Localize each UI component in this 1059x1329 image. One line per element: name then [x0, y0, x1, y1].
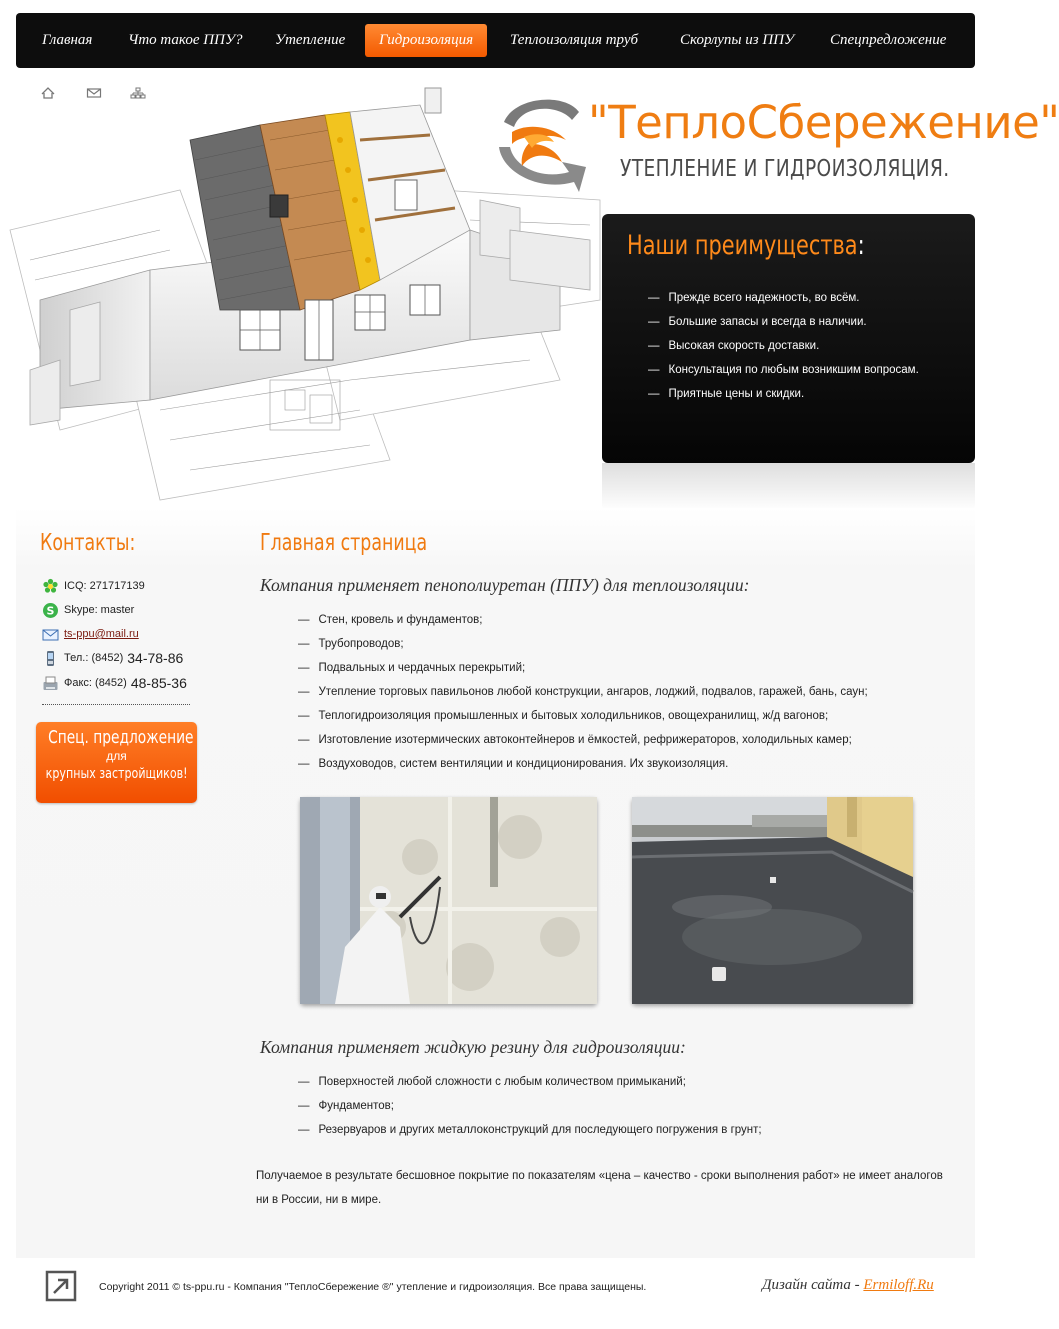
advantages-reflection [602, 463, 975, 511]
fax-icon [42, 675, 59, 692]
section1-list [298, 612, 868, 780]
email-link[interactable]: ts-ppu@mail.ru [64, 628, 139, 640]
footer-arrow-icon [45, 1270, 77, 1302]
contacts-title: Контакты: [40, 530, 136, 556]
list-item: — Резервуаров и других металлоконструкций для последующего погружения в грунт; [298, 1122, 762, 1146]
main-nav [16, 13, 975, 68]
nav-item-pipe-insulation[interactable]: Теплоизоляция труб [510, 32, 639, 48]
icq-flower-icon [42, 578, 59, 595]
promo-line-1: Спец. предложение [48, 727, 194, 748]
nav-item-home[interactable]: Главная [42, 32, 93, 48]
contact-icq: ICQ: 271717139 [42, 577, 145, 595]
list-item: — Изготовление изотермических автоконтейнеров и ёмкостей, рефрижераторов, холодильных камер; [298, 732, 868, 756]
nav-item-special-offer[interactable]: Спецпредложение [830, 32, 947, 48]
contact-phone: Тел.: (8452) 34-78-86 [42, 649, 183, 667]
advantage-item: — Консультация по любым возникшим вопросам. [648, 362, 919, 386]
list-item: — Поверхностей любой сложности с любым количеством примыканий; [298, 1074, 762, 1098]
designer-link[interactable]: Ermiloff.Ru [863, 1277, 934, 1293]
advantages-title: Наши преимущества: [627, 230, 865, 261]
skype-icon [42, 602, 59, 619]
list-item: — Воздуховодов, систем вентиляции и кондиционирования. Их звукоизоляция. [298, 756, 868, 780]
advantage-item: — Приятные цены и скидки. [648, 386, 919, 410]
sidebar-divider [42, 704, 190, 705]
list-item: — Утепление торговых павильонов любой конструкции, ангаров, лоджий, подвалов, гаражей, бань, саун; [298, 684, 868, 708]
contact-fax: Факс: (8452) 48-85-36 [42, 674, 187, 692]
list-item: — Теплогидроизоляция промышленных и бытовых холодильников, овощехранилищ, ж/д вагонов; [298, 708, 868, 732]
contact-skype: S Skype: master [42, 601, 134, 619]
svg-text:S: S [46, 604, 55, 617]
contact-email [42, 625, 139, 643]
advantage-item: — Большие запасы и всегда в наличии. [648, 314, 919, 338]
promo-line-2: для [106, 749, 127, 763]
nav-item-insulation[interactable]: Утепление [275, 32, 346, 48]
envelope-icon [42, 626, 59, 643]
page-title: Главная страница [260, 530, 428, 556]
photo-foam-spraying [300, 797, 597, 1004]
nav-item-ppu-shells[interactable]: Скорлупы из ППУ [680, 32, 795, 48]
photo-waterproofed-roof [632, 797, 913, 1004]
list-item: — Подвальных и чердачных перекрытий; [298, 660, 868, 684]
company-logo [494, 92, 594, 194]
special-offer-banner[interactable] [36, 722, 197, 803]
section1-heading: Компания применяет пенополиуретан (ППУ) для теплоизоляции: [260, 575, 750, 595]
footer-design-credit: Дизайн сайта - Ermiloff.Ru [762, 1277, 934, 1293]
nav-item-what-is-ppu[interactable]: Что такое ППУ? [128, 32, 243, 48]
list-item: — Трубопроводов; [298, 636, 868, 660]
advantages-list [648, 290, 919, 410]
footer-copyright: Copyright 2011 © ts-ppu.ru - Компания "ТеплоСбережение ®" утепление и гидроизоляция. Все права защищены. [99, 1281, 647, 1293]
brand-name: "ТеплоСбережение" [588, 96, 1059, 149]
promo-line-3: крупных застройщиков! [45, 766, 188, 782]
mobile-phone-icon [42, 650, 59, 667]
summary-paragraph: Получаемое в результате бесшовное покрытие по показателям «цена – качество - сроки выполнения работ» не имеет аналогов ни в России, ни в мире. [256, 1170, 943, 1206]
list-item: — Стен, кровель и фундаментов; [298, 612, 868, 636]
advantage-item: — Высокая скорость доставки. [648, 338, 919, 362]
advantage-item: — Прежде всего надежность, во всём. [648, 290, 919, 314]
nav-item-waterproofing[interactable]: Гидроизоляция [365, 24, 487, 57]
section2-heading: Компания применяет жидкую резину для гидроизоляции: [260, 1037, 686, 1057]
advantages-box [602, 214, 975, 463]
section2-list [298, 1074, 762, 1146]
list-item: — Фундаментов; [298, 1098, 762, 1122]
brand-tagline: УТЕПЛЕНИЕ И ГИДРОИЗОЛЯЦИЯ. [620, 156, 950, 182]
